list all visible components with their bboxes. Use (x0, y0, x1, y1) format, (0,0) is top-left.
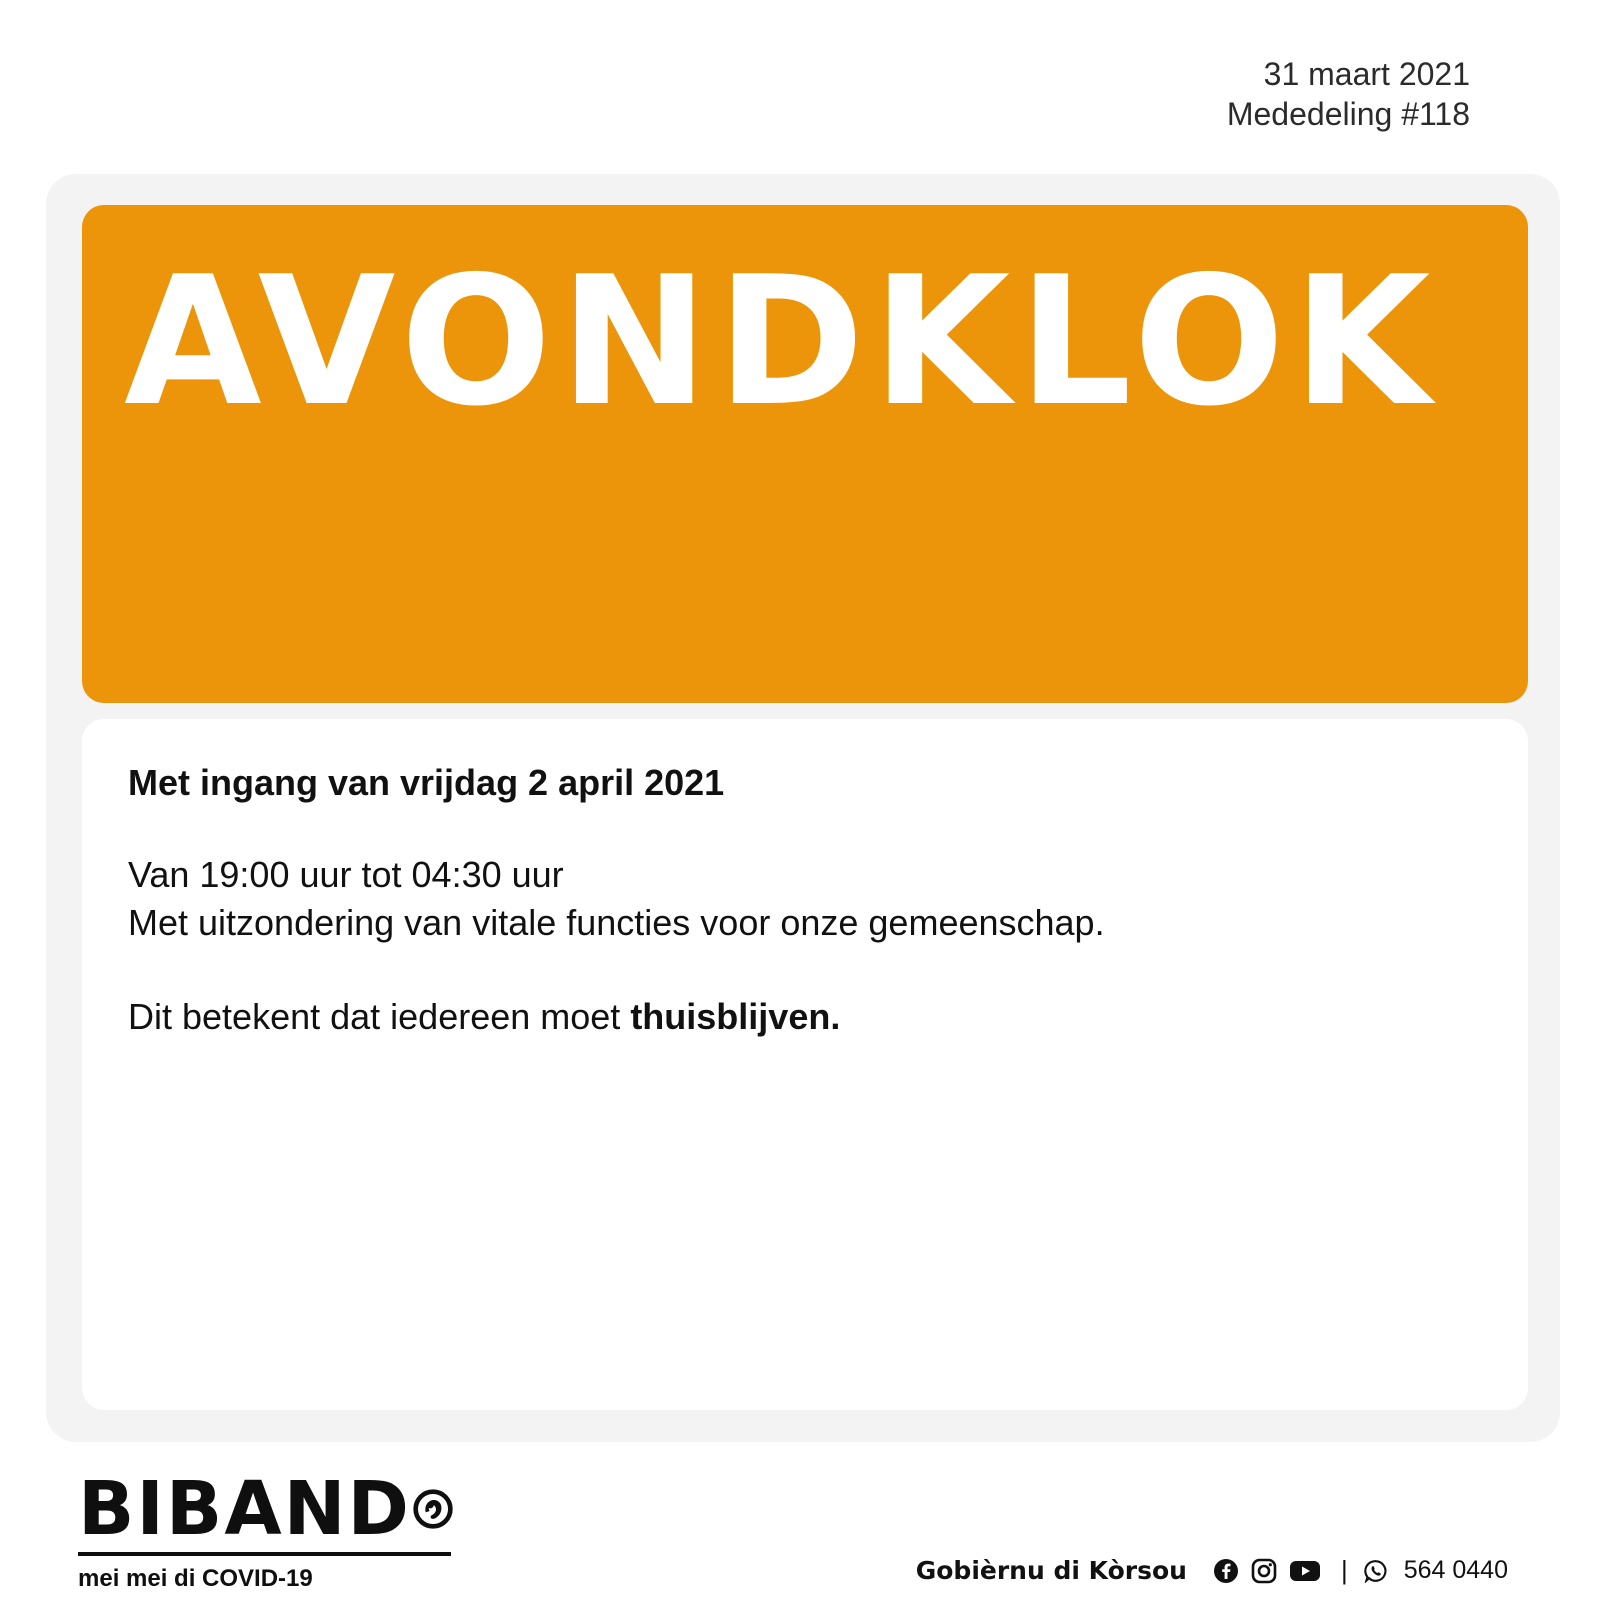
instagram-icon[interactable] (1251, 1558, 1277, 1584)
notice-meta (1227, 54, 1470, 134)
stay-home-message (128, 993, 1482, 1041)
footer-separator: | (1340, 1555, 1348, 1585)
contact-phone: 564 0440 (1403, 1556, 1508, 1584)
logo-text: BIBAND (78, 1466, 411, 1552)
banner-title: AVONDKLOK (124, 238, 1439, 445)
government-name: Gobièrnu di Kòrsou (915, 1556, 1187, 1585)
notice-number: Mededeling #118 (1226, 96, 1470, 132)
logo-o-mark-icon (413, 1478, 453, 1540)
stay-home-emphasis: thuisblijven. (630, 996, 841, 1037)
notice-date: 31 maart 2021 (1263, 56, 1470, 92)
facebook-icon[interactable] (1213, 1558, 1239, 1584)
curfew-exception: Met uitzondering van vitale functies voor onze gemeenschap. (128, 902, 1105, 943)
youtube-icon[interactable] (1289, 1559, 1321, 1583)
whatsapp-icon[interactable] (1364, 1559, 1388, 1583)
footer-contact (916, 1555, 1508, 1586)
logo-underline (78, 1552, 451, 1556)
curfew-hours: Van 19:00 uur tot 04:30 uur (128, 854, 564, 895)
bibando-logo (78, 1466, 453, 1593)
logo-wordmark (78, 1466, 453, 1552)
title-banner (82, 205, 1528, 703)
effective-date: Met ingang van vrijdag 2 april 2021 (128, 762, 725, 803)
stay-home-prefix: Dit betekent dat iedereen moet (128, 996, 631, 1037)
announcement-body (82, 719, 1528, 1410)
logo-tagline: mei mei di COVID-19 (78, 1565, 313, 1592)
